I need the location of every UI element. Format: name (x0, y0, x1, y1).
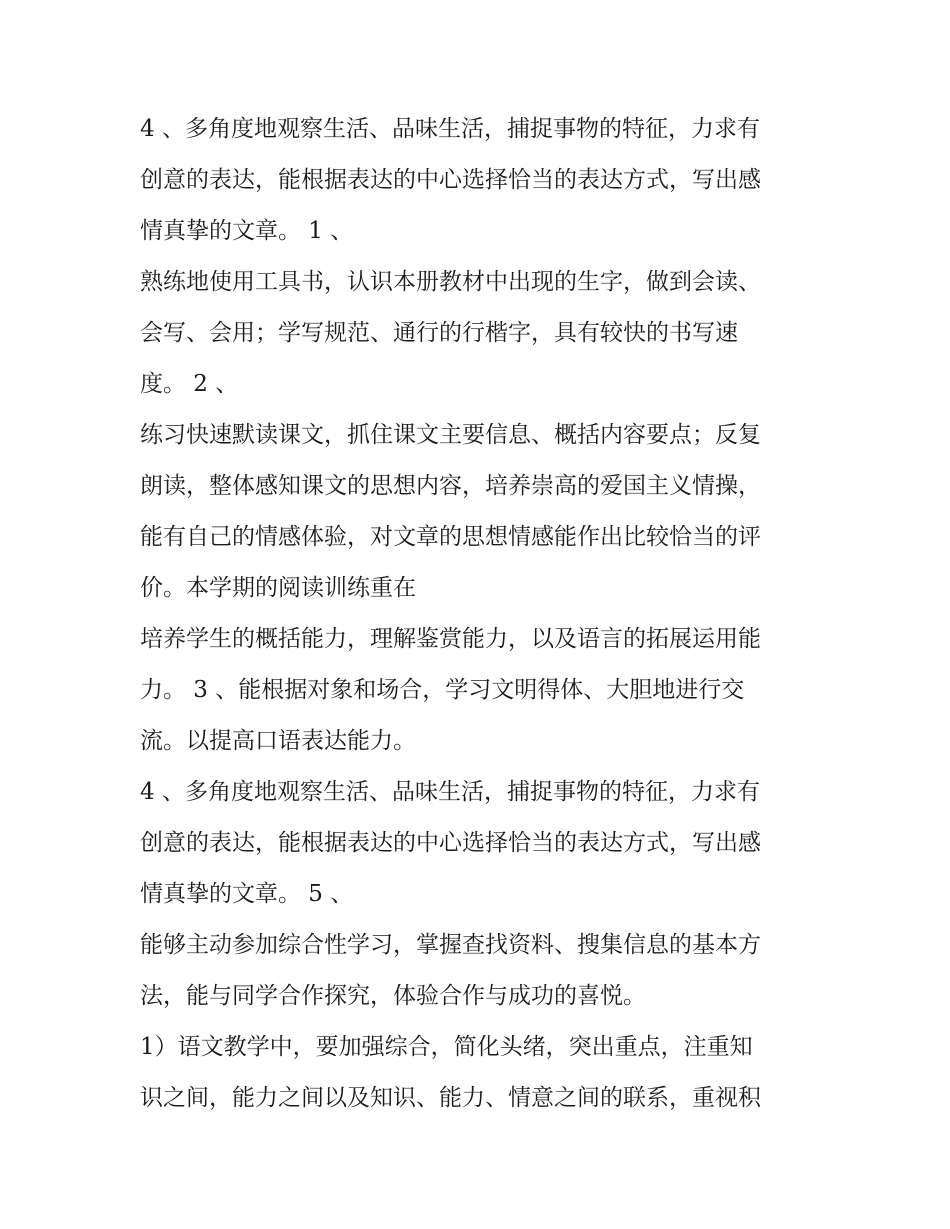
text-line: 情真挚的文章。 1 、 (140, 218, 354, 244)
text-line: 识之间，能力之间以及知识、能力、情意之间的联系，重视积 (140, 1085, 761, 1111)
text-line: 1）语文教学中，要加强综合，简化头绪，突出重点，注重知 (140, 1034, 753, 1060)
text-line: 法，能与同学合作探究，体验合作与成功的喜悦。 (140, 983, 646, 1009)
text-line: 创意的表达，能根据表达的中心选择恰当的表达方式，写出感 (140, 167, 761, 193)
text-line: 能够主动参加综合性学习，掌握查找资料、搜集信息的基本方 (140, 932, 761, 958)
text-line: 培养学生的概括能力，理解鉴赏能力，以及语言的拓展运用能 (140, 626, 761, 652)
text-line: 情真挚的文章。 5 、 (140, 881, 354, 907)
text-line: 4 、多角度地观察生活、品味生活，捕捉事物的特征，力求有 (140, 779, 760, 805)
text-line: 熟练地使用工具书，认识本册教材中出现的生字，做到会读、 (140, 269, 761, 295)
text-line: 创意的表达，能根据表达的中心选择恰当的表达方式，写出感 (140, 830, 761, 856)
text-line: 朗读，整体感知课文的思想内容，培养崇高的爱国主义情操， (140, 473, 761, 499)
text-line: 能有自己的情感体验，对文章的思想情感能作出比较恰当的评 (140, 524, 761, 550)
text-line: 流。以提高口语表达能力。 (140, 728, 416, 754)
text-line: 价。本学期的阅读训练重在 (140, 575, 416, 601)
text-line: 会写、会用；学写规范、通行的行楷字，具有较快的书写速 (140, 320, 738, 346)
text-line: 4 、多角度地观察生活、品味生活，捕捉事物的特征，力求有 (140, 116, 760, 142)
text-line: 度。 2 、 (140, 371, 239, 397)
text-line: 力。 3 、能根据对象和场合，学习文明得体、大胆地进行交 (140, 677, 745, 703)
text-line: 练习快速默读课文，抓住课文主要信息、概括内容要点；反复 (140, 422, 761, 448)
